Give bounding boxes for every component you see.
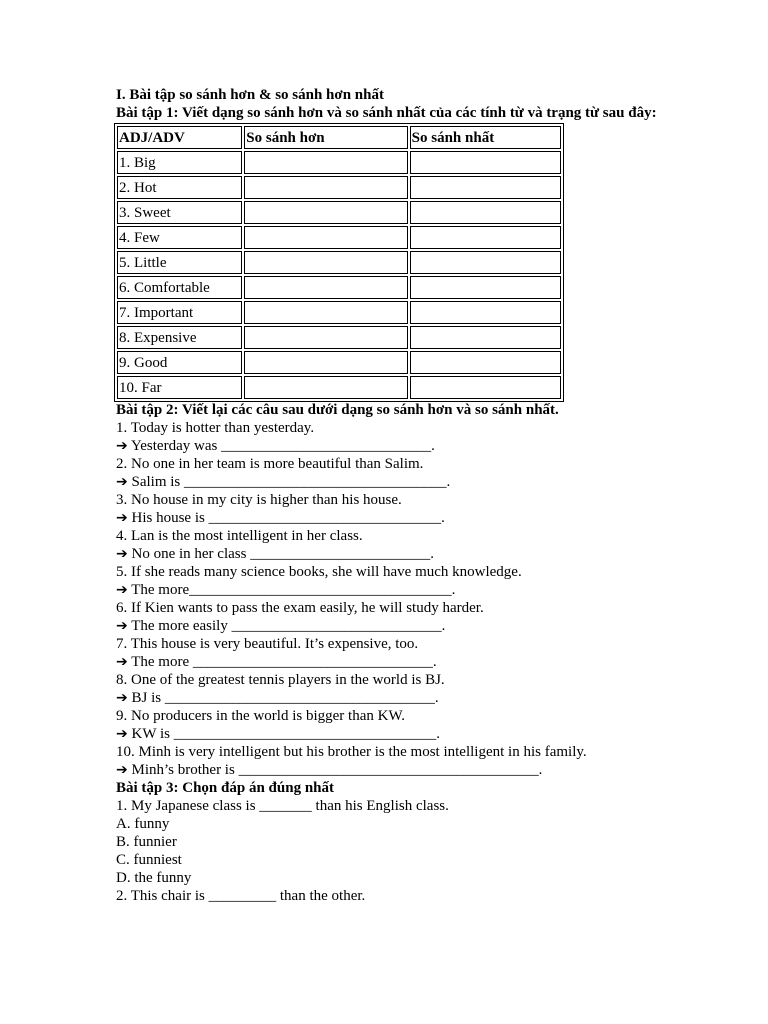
exercise-2-question: 5. If she reads many science books, she will have much knowledge. [116, 564, 522, 580]
answer-prompt: The more ________________________________. [131, 654, 437, 670]
arrow-right-icon: ➔ [116, 762, 128, 778]
exercise-2-answer-line[interactable] [116, 689, 676, 707]
word-cell: 6. Comfortable [117, 276, 242, 299]
answer-prompt: The more easily ____________________________. [131, 618, 446, 634]
superlative-answer-cell[interactable] [410, 176, 561, 199]
answer-prompt: No one in her class ________________________. [131, 546, 434, 562]
comparative-answer-cell[interactable] [244, 326, 407, 349]
comparative-answer-cell[interactable] [244, 226, 407, 249]
arrow-right-icon: ➔ [116, 726, 128, 742]
table-header-row [117, 126, 561, 149]
superlative-answer-cell[interactable] [410, 351, 561, 374]
word-cell: 8. Expensive [117, 326, 242, 349]
answer-prompt: Yesterday was ____________________________. [130, 438, 435, 454]
arrow-right-icon: ➔ [116, 654, 128, 670]
exercise-1-table [114, 123, 564, 402]
exercise-2-answer-line[interactable] [116, 437, 676, 455]
header-adj-adv: ADJ/ADV [117, 126, 242, 149]
word-cell: 7. Important [117, 301, 242, 324]
comparative-answer-cell[interactable] [244, 376, 407, 399]
answer-prompt: Salim is ___________________________________. [131, 474, 451, 490]
superlative-answer-cell[interactable] [410, 251, 561, 274]
answer-prompt: Minh’s brother is ________________________________________. [131, 762, 543, 778]
answer-option[interactable]: D. the funny [116, 870, 192, 886]
exercise-3-title: Bài tập 3: Chọn đáp án đúng nhất [116, 780, 335, 796]
exercise-2-question: 3. No house in my city is higher than his house. [116, 492, 402, 508]
answer-prompt: His house is _______________________________. [131, 510, 445, 526]
word-cell: 10. Far [117, 376, 242, 399]
word-cell: 9. Good [117, 351, 242, 374]
comparative-answer-cell[interactable] [244, 301, 407, 324]
exercise-2-question: 10. Minh is very intelligent but his brother is the most intelligent in his family. [116, 744, 587, 760]
arrow-right-icon: ➔ [116, 546, 128, 562]
exercise-2-question: 2. No one in her team is more beautiful than Salim. [116, 456, 424, 472]
worksheet [116, 86, 676, 905]
arrow-right-icon: ➔ [116, 474, 128, 490]
superlative-answer-cell[interactable] [410, 376, 561, 399]
answer-prompt: BJ is ____________________________________. [131, 690, 439, 706]
answer-prompt: KW is ___________________________________. [131, 726, 440, 742]
exercise-2-answer-line[interactable] [116, 473, 676, 491]
word-cell: 2. Hot [117, 176, 242, 199]
word-cell: 3. Sweet [117, 201, 242, 224]
superlative-answer-cell[interactable] [410, 226, 561, 249]
comparative-answer-cell[interactable] [244, 351, 407, 374]
exercise-3-question-1: 1. My Japanese class is _______ than his English class. [116, 798, 449, 814]
comparative-answer-cell[interactable] [244, 201, 407, 224]
exercise-2-question: 9. No producers in the world is bigger than KW. [116, 708, 405, 724]
table-row [117, 226, 561, 249]
exercise-2-answer-line[interactable] [116, 581, 676, 599]
exercise-2-answer-line[interactable] [116, 761, 676, 779]
exercise-3-question-2: 2. This chair is _________ than the other. [116, 888, 366, 904]
comparative-answer-cell[interactable] [244, 276, 407, 299]
answer-option[interactable]: B. funnier [116, 834, 177, 850]
arrow-right-icon: ➔ [116, 438, 128, 454]
arrow-right-icon: ➔ [116, 690, 128, 706]
superlative-answer-cell[interactable] [410, 151, 561, 174]
exercise-2-answer-line[interactable] [116, 545, 676, 563]
superlative-answer-cell[interactable] [410, 276, 561, 299]
section-heading: I. Bài tập so sánh hơn & so sánh hơn nhất [116, 87, 384, 103]
exercise-1-title: Bài tập 1: Viết dạng so sánh hơn và so sánh nhất của các tính từ và trạng từ sau đây: [116, 105, 657, 121]
answer-option[interactable]: A. funny [116, 816, 170, 832]
exercise-2-answer-line[interactable] [116, 725, 676, 743]
arrow-right-icon: ➔ [116, 510, 128, 526]
exercise-2-question: 7. This house is very beautiful. It’s expensive, too. [116, 636, 419, 652]
header-superlative: So sánh nhất [410, 126, 561, 149]
superlative-answer-cell[interactable] [410, 301, 561, 324]
comparative-answer-cell[interactable] [244, 251, 407, 274]
arrow-right-icon: ➔ [116, 582, 128, 598]
table-row [117, 201, 561, 224]
exercise-2-answer-line[interactable] [116, 653, 676, 671]
word-cell: 4. Few [117, 226, 242, 249]
exercise-3-options [116, 815, 676, 887]
word-cell: 5. Little [117, 251, 242, 274]
table-row [117, 176, 561, 199]
table-row [117, 276, 561, 299]
table-row [117, 326, 561, 349]
table-row [117, 251, 561, 274]
table-row [117, 351, 561, 374]
word-cell: 1. Big [117, 151, 242, 174]
exercise-2-question: 8. One of the greatest tennis players in the world is BJ. [116, 672, 445, 688]
exercise-2-answer-line[interactable] [116, 617, 676, 635]
comparative-answer-cell[interactable] [244, 151, 407, 174]
exercise-2-question: 4. Lan is the most intelligent in her class. [116, 528, 363, 544]
answer-option[interactable]: C. funniest [116, 852, 182, 868]
exercise-2-title: Bài tập 2: Viết lại các câu sau dưới dạng so sánh hơn và so sánh nhất. [116, 402, 559, 418]
header-comparative: So sánh hơn [244, 126, 407, 149]
superlative-answer-cell[interactable] [410, 201, 561, 224]
table-row [117, 301, 561, 324]
exercise-2-question: 1. Today is hotter than yesterday. [116, 420, 315, 436]
comparative-answer-cell[interactable] [244, 176, 407, 199]
exercise-2-answer-line[interactable] [116, 509, 676, 527]
exercise-2-question: 6. If Kien wants to pass the exam easily, he will study harder. [116, 600, 484, 616]
table-row [117, 376, 561, 399]
answer-prompt: The more___________________________________. [131, 582, 456, 598]
exercise-2-list [116, 419, 676, 779]
arrow-right-icon: ➔ [116, 618, 128, 634]
table-row [117, 151, 561, 174]
superlative-answer-cell[interactable] [410, 326, 561, 349]
